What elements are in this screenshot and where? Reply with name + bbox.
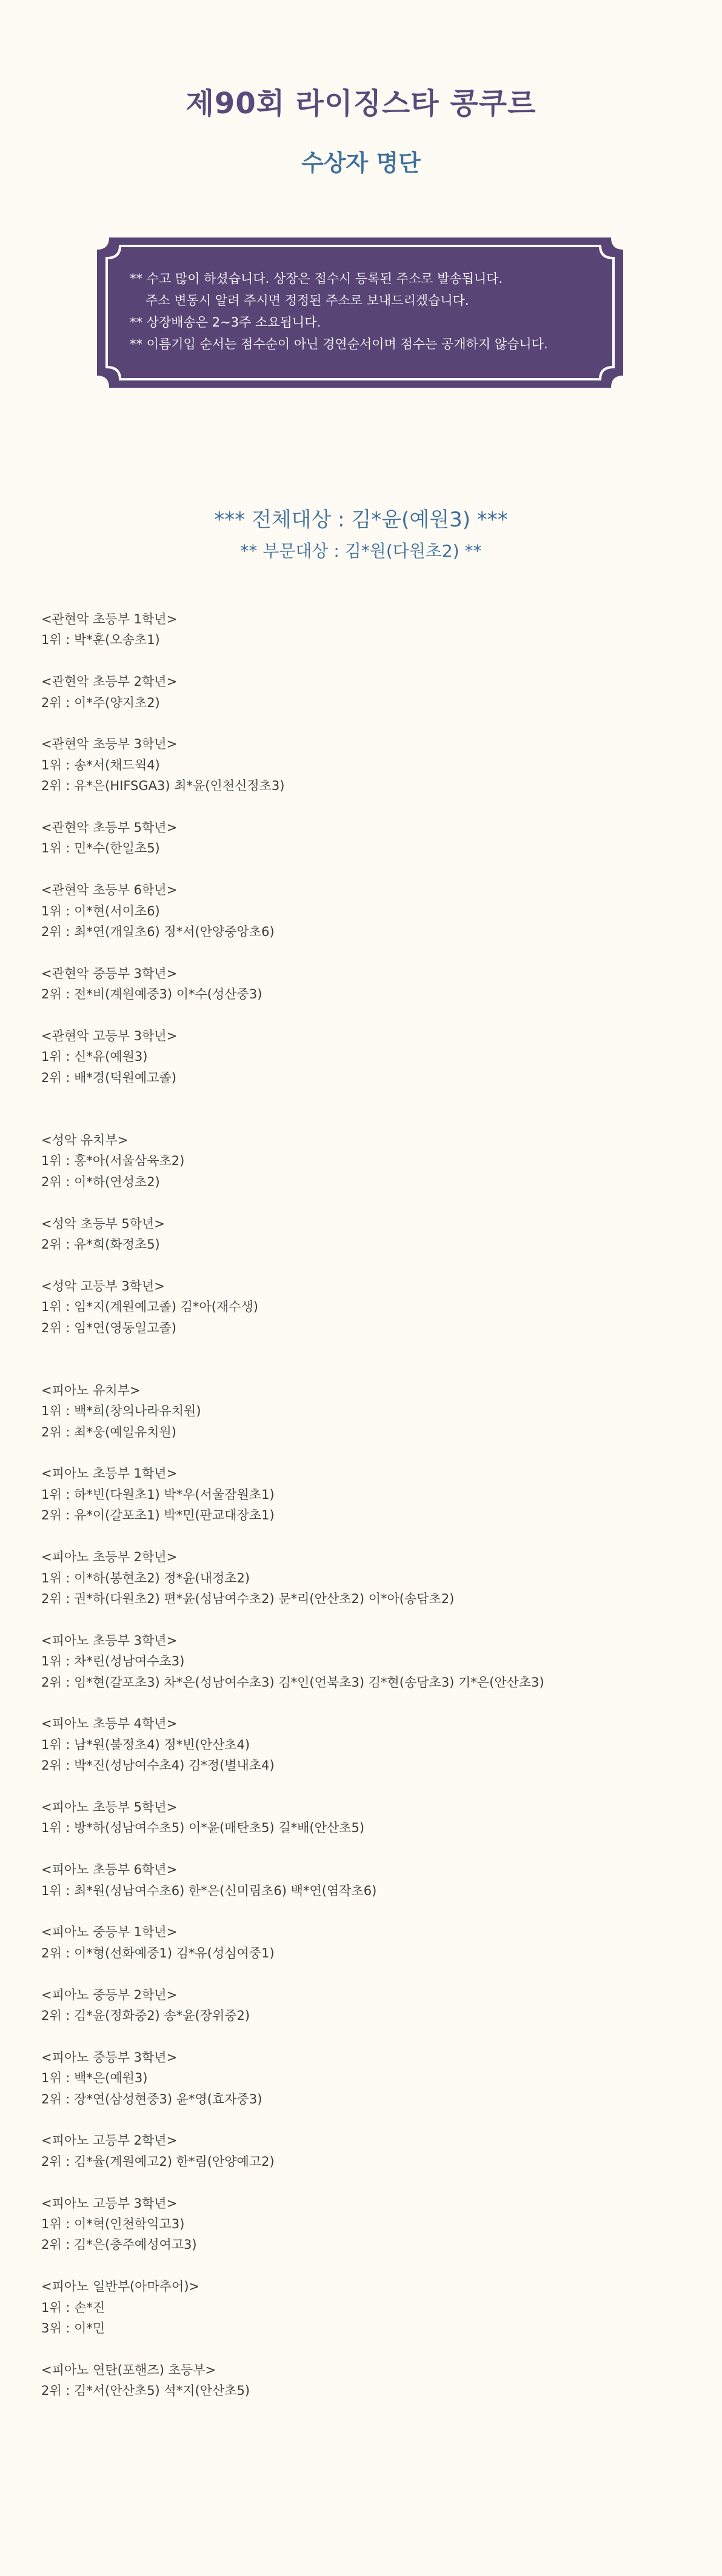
award-category	[41, 1026, 696, 1088]
award-category	[41, 963, 696, 1005]
award-line: 2위 : 유*은(HIFSGA3) 최*윤(인천신정초3)	[41, 778, 285, 794]
notice-line: ** 이름기입 순서는 점수순이 아닌 경연순서이며 점수는 공개하지 않습니다.	[130, 337, 548, 351]
award-line: 2위 : 전*비(계원예중3) 이*수(성산중3)	[41, 987, 262, 1002]
award-line: 2위 : 이*형(선화예중1) 김*유(성심여중1)	[41, 1945, 275, 1960]
award-category	[41, 2130, 696, 2172]
award-line: 1위 : 임*지(계원예고졸) 김*아(재수생)	[41, 1300, 258, 1315]
award-line: 2위 : 김*율(계원예고2) 한*림(안양예고2)	[41, 2154, 275, 2169]
award-line: 2위 : 김*서(안산초5) 석*지(안산초5)	[41, 2383, 250, 2398]
award-line: 2위 : 최*연(개일초6) 정*서(안양중앙초6)	[41, 925, 275, 940]
award-category	[41, 1547, 696, 1609]
page-title: 제90회 라이징스타 콩쿠르	[186, 87, 536, 121]
award-category	[41, 609, 696, 651]
award-line: 2위 : 박*진(성남여수초4) 김*정(별내초4)	[41, 1758, 275, 1773]
category-title: <성악 고등부 3학년>	[41, 1278, 165, 1293]
award-line: 2위 : 이*주(양지초2)	[41, 695, 160, 710]
award-category	[41, 2276, 696, 2339]
category-title: <피아노 일반부(아마추어)>	[41, 2279, 200, 2294]
award-line: 1위 : 박*훈(오송초1)	[41, 632, 160, 648]
category-title: <성악 유치부>	[41, 1133, 129, 1148]
award-category	[41, 1985, 696, 2027]
award-category	[41, 1380, 696, 1442]
award-category	[41, 2360, 696, 2402]
award-category	[41, 2047, 696, 2110]
award-line: 1위 : 손*진	[41, 2300, 105, 2315]
award-line: 1위 : 이*혁(인천학익고3)	[41, 2216, 185, 2231]
award-line: 2위 : 이*하(연성초2)	[41, 1174, 160, 1189]
award-list	[41, 609, 696, 2422]
award-line: 1위 : 이*현(서이초6)	[41, 903, 160, 918]
notice-line: ** 수고 많이 하셨습니다. 상장은 접수시 등록된 주소로 발송됩니다.	[130, 271, 503, 286]
award-line: 1위 : 홍*아(서울삼육초2)	[41, 1154, 185, 1169]
category-title: <관현악 중등부 3학년>	[41, 966, 178, 981]
award-category	[41, 817, 696, 859]
category-title: <피아노 중등부 2학년>	[41, 1987, 178, 2002]
award-line: 1위 : 백*희(창의나라유치원)	[41, 1404, 201, 1419]
award-line: 2위 : 임*연(영동일고졸)	[41, 1320, 176, 1335]
award-line: 1위 : 신*유(예원3)	[41, 1049, 148, 1064]
category-title: <피아노 고등부 2학년>	[41, 2133, 178, 2148]
award-line: 2위 : 김*윤(정화중2) 송*윤(장위중2)	[41, 2008, 250, 2023]
notice-box	[97, 237, 623, 388]
category-title: <피아노 중등부 3학년>	[41, 2050, 178, 2065]
award-category	[41, 1463, 696, 1525]
award-category	[41, 1276, 696, 1338]
category-title: <피아노 연탄(포핸즈) 초등부>	[41, 2362, 216, 2377]
award-category	[41, 1797, 696, 1839]
category-title: <관현악 초등부 2학년>	[41, 674, 178, 689]
division-prize: ** 부문대상 : 김*원(다원초2) **	[240, 541, 482, 561]
award-line: 1위 : 최*원(성남여수초6) 한*은(신미림초6) 백*연(염작초6)	[41, 1883, 377, 1898]
category-title: <관현악 초등부 6학년>	[41, 883, 178, 898]
notice-text	[130, 268, 603, 355]
award-category	[41, 1859, 696, 1901]
notice-line: ** 상장배송은 2~3주 소요됩니다.	[130, 315, 321, 330]
category-title: <관현악 고등부 3학년>	[41, 1029, 178, 1044]
grand-prize: *** 전체대상 : 김*윤(예원3) ***	[214, 508, 508, 532]
award-line: 2위 : 유*희(화정초5)	[41, 1237, 160, 1252]
award-line: 2위 : 최*웅(예일유치원)	[41, 1424, 176, 1439]
award-line: 1위 : 방*하(성남여수초5) 이*윤(매탄초5) 길*배(안산초5)	[41, 1821, 365, 1836]
award-line: 2위 : 김*은(충주예성여고3)	[41, 2237, 197, 2252]
award-category	[41, 1713, 696, 1776]
award-category	[41, 671, 696, 713]
category-title: <관현악 초등부 1학년>	[41, 612, 178, 626]
category-title: <성악 초등부 5학년>	[41, 1216, 165, 1231]
award-line: 1위 : 송*서(채드윅4)	[41, 757, 160, 772]
award-line: 1위 : 이*하(봉현초2) 정*윤(내정초2)	[41, 1570, 250, 1585]
category-title: <피아노 초등부 3학년>	[41, 1633, 178, 1648]
award-category	[41, 1630, 696, 1693]
award-category	[41, 1130, 696, 1192]
award-line: 2위 : 장*연(삼성현중3) 윤*영(효자중3)	[41, 2091, 262, 2106]
award-line: 1위 : 백*은(예원3)	[41, 2071, 148, 2086]
award-category	[41, 734, 696, 796]
category-title: <피아노 유치부>	[41, 1383, 141, 1398]
category-title: <피아노 초등부 1학년>	[41, 1466, 178, 1481]
award-category	[41, 2193, 696, 2256]
award-category	[41, 880, 696, 942]
notice-line: 주소 변동시 알려 주시면 정정된 주소로 보내드리겠습니다.	[145, 293, 469, 308]
category-title: <피아노 초등부 2학년>	[41, 1550, 178, 1565]
award-line: 2위 : 배*경(덕원예고졸)	[41, 1070, 176, 1085]
award-line: 2위 : 권*하(다원초2) 편*윤(성남여수초2) 문*리(안산초2) 이*아(송담초2)	[41, 1591, 455, 1606]
category-title: <피아노 초등부 5학년>	[41, 1799, 178, 1814]
award-line: 2위 : 임*현(갈포초3) 차*은(성남여수초3) 김*인(언북초3) 김*현(송담초3) 기*은(안산초3)	[41, 1675, 544, 1690]
category-title: <피아노 초등부 4학년>	[41, 1716, 178, 1731]
award-line: 2위 : 유*이(갈포초1) 박*민(판교대장초1)	[41, 1508, 275, 1523]
category-title: <피아노 초등부 6학년>	[41, 1862, 178, 1877]
award-line: 1위 : 하*빈(다원초1) 박*우(서울잠원초1)	[41, 1487, 275, 1502]
category-title: <피아노 중등부 1학년>	[41, 1925, 178, 1940]
award-line: 1위 : 남*원(불정초4) 정*빈(안산초4)	[41, 1737, 250, 1752]
award-category	[41, 1922, 696, 1964]
award-category	[41, 1213, 696, 1255]
category-title: <관현악 초등부 3학년>	[41, 737, 178, 752]
page-subtitle: 수상자 명단	[301, 150, 421, 176]
award-line: 1위 : 민*수(한일초5)	[41, 841, 160, 856]
award-line: 3위 : 이*민	[41, 2320, 105, 2335]
category-title: <피아노 고등부 3학년>	[41, 2196, 178, 2211]
category-title: <관현악 초등부 5학년>	[41, 820, 178, 835]
award-line: 1위 : 차*린(성남여수초3)	[41, 1654, 185, 1669]
